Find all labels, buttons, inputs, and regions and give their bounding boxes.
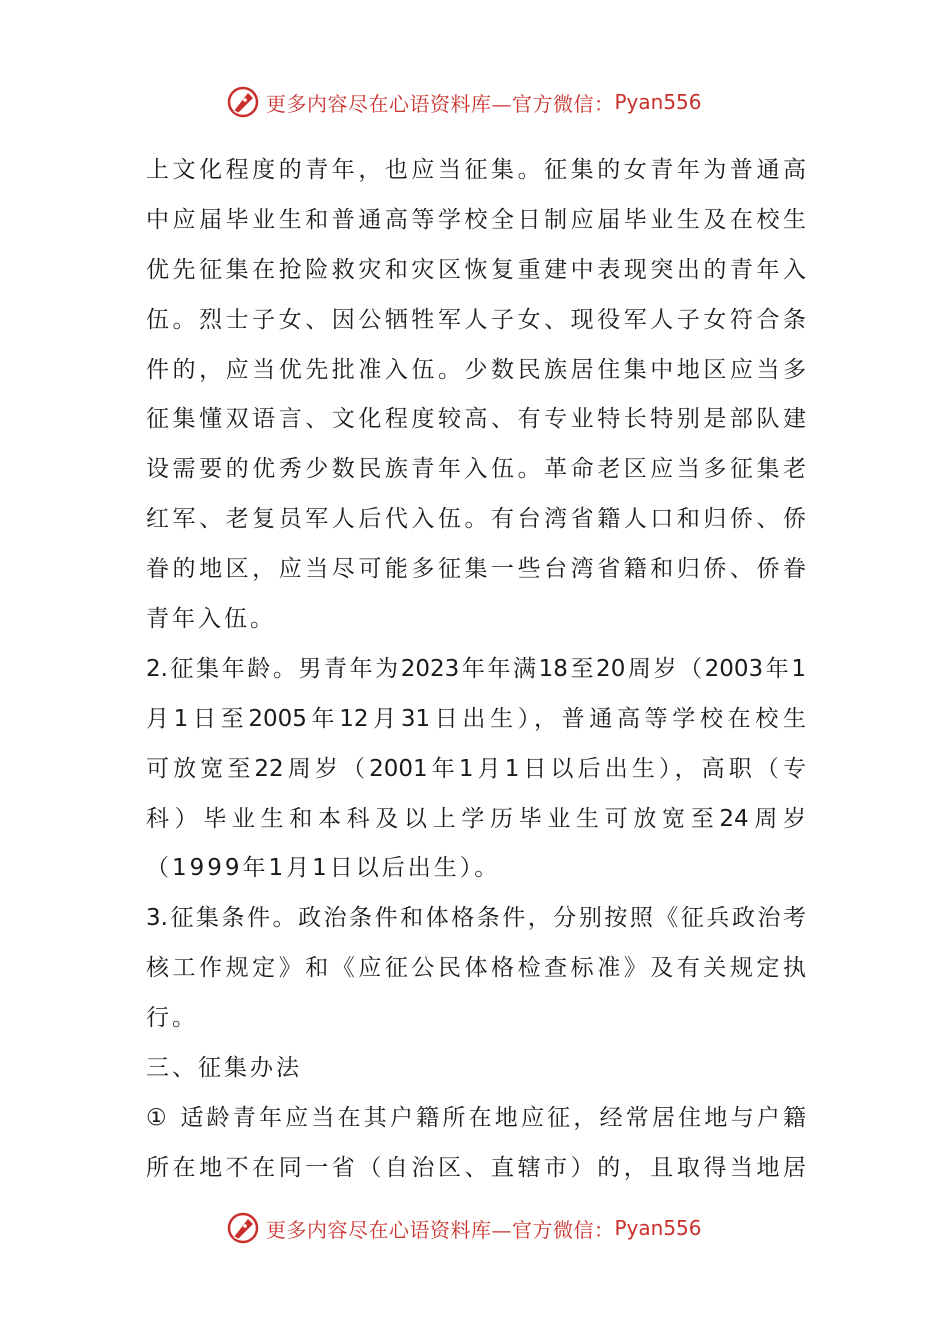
text-line: 月1日至2005年12月31日出生），普通高等学校在校生 [146,705,806,732]
text-line: 件的，应当优先批准入伍。少数民族居住集中地区应当多 [146,356,806,383]
text-line: ① 适龄青年应当在其户籍所在地应征，经常居住地与户籍 [146,1104,806,1131]
footer-banner [226,1208,702,1248]
text-line: 行。 [146,1005,198,1032]
text-line: 伍。烈士子女、因公牺牲军人子女、现役军人子女符合条 [146,306,806,333]
header-wechat-id: Pyan556 [614,90,702,114]
text-line: 科）毕业生和本科及以上学历毕业生可放宽至24周岁 [146,805,806,832]
text-line: 上文化程度的青年，也应当征集。征集的女青年为普通高 [146,157,806,183]
pen-nib-logo-icon [226,85,260,119]
text-line: 红军、老复员军人后代入伍。有台湾省籍人口和归侨、侨 [146,506,806,533]
text-line: 优先征集在抢险救灾和灾区恢复重建中表现突出的青年入 [146,256,806,283]
document-body [146,146,806,1194]
header-banner [226,82,702,122]
text-line: （1999年1月1日以后出生）。 [146,855,501,882]
section-heading: 三、征集办法 [146,1055,302,1082]
text-line: 3.征集条件。政治条件和体格条件，分别按照《征兵政治考 [146,905,806,932]
text-line: 2.征集年龄。男青年为2023年年满18至20周岁（2003年1 [146,655,806,682]
text-line: 中应届毕业生和普通高等学校全日制应届毕业生及在校生 [146,206,806,233]
text-line: 可放宽至22周岁（2001年1月1日以后出生），高职（专 [146,755,806,782]
text-line: 核工作规定》和《应征公民体格检查标准》及有关规定执 [146,955,806,982]
footer-brand-text: 更多内容尽在心语资料库—官方微信： [266,1217,615,1242]
text-line: 青年入伍。 [146,606,276,633]
pen-nib-logo-icon [226,1211,260,1245]
text-line: 眷的地区，应当尽可能多征集一些台湾省籍和归侨、侨眷 [146,556,806,583]
text-line: 所在地不在同一省（自治区、直辖市）的，且取得当地居 [146,1154,806,1181]
footer-wechat-id: Pyan556 [614,1216,702,1240]
text-line: 征集懂双语言、文化程度较高、有专业特长特别是部队建 [146,406,806,433]
header-brand-text: 更多内容尽在心语资料库—官方微信： [266,91,615,116]
text-line: 设需要的优秀少数民族青年入伍。革命老区应当多征集老 [146,456,806,483]
